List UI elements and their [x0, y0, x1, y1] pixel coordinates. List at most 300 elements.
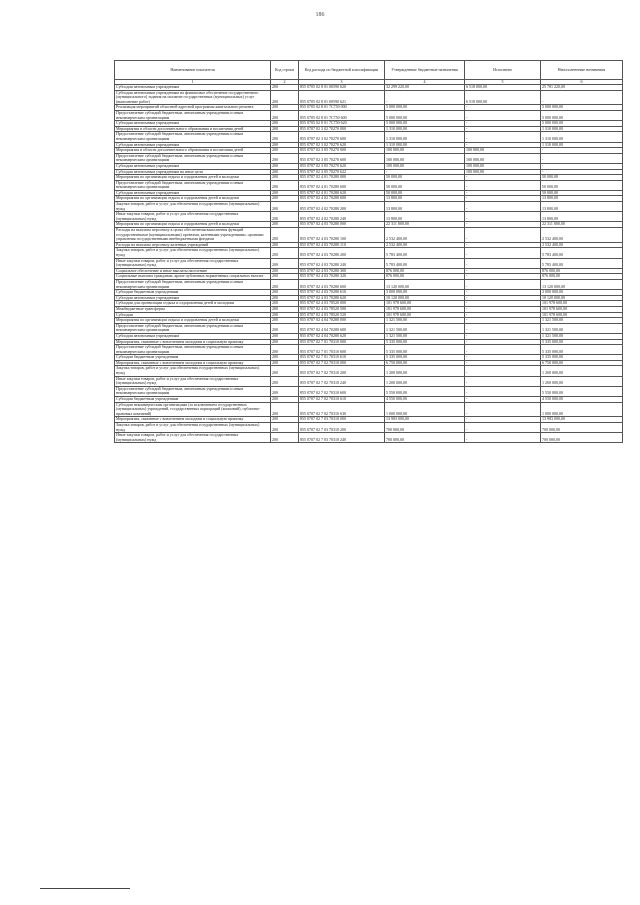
row-approved: 1 321 500,00	[385, 323, 465, 333]
row-approved: 5 550 000,00	[385, 386, 465, 396]
row-remaining: 101 978 600,00	[541, 306, 623, 312]
row-remaining: 6 750 000,00	[541, 360, 623, 366]
row-name: Субсидии бюджетным учреждениям	[115, 355, 271, 361]
row-name: Закупка товаров, работ и услуг для обеспечения государственных (муниципальных) нужд	[115, 202, 271, 212]
row-executed: -	[465, 212, 541, 222]
row-approved: 1 200 000,00	[385, 366, 465, 376]
row-remaining: 50 000,00	[541, 175, 623, 181]
row-budget-code: 855 0707 02 7 03 70310 200	[299, 423, 385, 433]
row-name: Субсидии бюджетным учреждениям	[115, 290, 271, 296]
row-remaining: 13 120 000,00	[541, 279, 623, 289]
row-line-code: 200	[271, 360, 299, 366]
row-executed: -	[465, 248, 541, 258]
row-budget-code: 855 0707 02 7 01 70310 610	[299, 355, 385, 361]
row-line-code: 200	[271, 417, 299, 423]
row-line-code: 200	[271, 306, 299, 312]
row-executed: -	[465, 258, 541, 268]
row-executed: 6 518 000,00	[465, 85, 541, 91]
row-remaining: 1 321 500,00	[541, 333, 623, 339]
row-remaining: -	[541, 163, 623, 169]
table-row	[115, 386, 623, 396]
row-budget-code: 855 0707 02 4 01 70280 000	[299, 175, 385, 181]
row-approved: 13 120 000,00	[385, 279, 465, 289]
row-budget-code: 855 0707 02 4 03 70280 240	[299, 258, 385, 268]
row-name: Предоставление субсидий бюджетным, автономным учреждениям и иным некоммерческим организациям	[115, 279, 271, 289]
row-executed: -	[465, 228, 541, 243]
row-line-code: 200	[271, 345, 299, 355]
row-remaining: 13 800,00	[541, 196, 623, 202]
row-approved: 1 310 000,00	[385, 132, 465, 142]
row-line-code: 200	[271, 258, 299, 268]
column-number: 2	[271, 80, 299, 85]
row-budget-code: 855 0705 02 8 01 7С750 600	[299, 110, 385, 120]
row-remaining: 5 335 000,00	[541, 355, 623, 361]
row-approved: 5 335 000,00	[385, 339, 465, 345]
row-remaining: 50 000,00	[541, 180, 623, 190]
page-number: 186	[315, 12, 325, 18]
row-remaining: 876 000,00	[541, 274, 623, 280]
row-line-code: 200	[271, 153, 299, 163]
row-line-code: 200	[271, 323, 299, 333]
row-executed: -	[465, 121, 541, 127]
row-line-code: 200	[271, 355, 299, 361]
row-executed: -	[465, 306, 541, 312]
row-budget-code: 855 0707 02 4 02 70280 240	[299, 212, 385, 222]
table-row	[115, 110, 623, 120]
row-name: Субсидии автономным учреждениям на иные цели	[115, 169, 271, 175]
row-remaining: 5 783 400,00	[541, 248, 623, 258]
row-executed: -	[465, 318, 541, 324]
row-remaining: 3 000 000,00	[541, 290, 623, 296]
row-approved: 100 000,00	[385, 148, 465, 154]
table-row	[115, 202, 623, 212]
row-executed: -	[465, 366, 541, 376]
row-line-code: 200	[271, 110, 299, 120]
table-row	[115, 180, 623, 190]
row-executed: -	[465, 386, 541, 396]
row-remaining: 1 310 000,00	[541, 126, 623, 132]
row-line-code: 200	[271, 423, 299, 433]
row-budget-code: 855 0707 02 3 02 70270 600	[299, 132, 385, 142]
column-header: Утвержденные бюджетные назначения	[385, 61, 465, 80]
row-name: Мероприятия в области дополнительного образования и воспитания детей	[115, 148, 271, 154]
row-executed: -	[465, 105, 541, 111]
row-remaining: 5 783 400,00	[541, 258, 623, 268]
row-name: Межбюджетные трансферты	[115, 306, 271, 312]
row-executed: -	[465, 242, 541, 248]
row-executed: -	[465, 180, 541, 190]
table-row	[115, 90, 623, 105]
row-executed: -	[465, 222, 541, 228]
row-budget-code: 855 0707 02 4 03 70280 320	[299, 274, 385, 280]
row-budget-code: 855 0707 02 3 02 70270 620	[299, 142, 385, 148]
row-approved: 2 532 400,00	[385, 228, 465, 243]
row-name: Мероприятия по организации отдыха и оздоровления детей и молодежи	[115, 222, 271, 228]
row-remaining: 13 800,00	[541, 202, 623, 212]
row-line-code: 200	[271, 228, 299, 243]
row-budget-code: 855 0707 02 3 05 70270 000	[299, 148, 385, 154]
row-executed: 100 000,00	[465, 148, 541, 154]
column-header: Код расхода по бюджетной классификации	[299, 61, 385, 80]
row-approved: 5 335 000,00	[385, 355, 465, 361]
row-approved: 6 750 000,00	[385, 360, 465, 366]
row-line-code: 200	[271, 202, 299, 212]
row-budget-code: 855 0707 02 7 02 70310 240	[299, 376, 385, 386]
row-line-code: 200	[271, 295, 299, 301]
row-name: Субсидии автономным учреждениям	[115, 190, 271, 196]
row-line-code: 200	[271, 397, 299, 403]
row-budget-code: 855 0707 02 4 02 70280 200	[299, 202, 385, 212]
row-budget-code: 855 0707 02 4 03 70280 200	[299, 248, 385, 258]
row-budget-code: 855 0707 02 4 01 70280 600	[299, 180, 385, 190]
row-approved: 100 000,00	[385, 163, 465, 169]
row-approved: 1 310 000,00	[385, 126, 465, 132]
row-approved: 5 000 000,00	[385, 105, 465, 111]
row-name: Мероприятия, связанные с вовлечением молодежи в социальную практику	[115, 417, 271, 423]
row-line-code: 200	[271, 376, 299, 386]
row-remaining: 101 978 600,00	[541, 301, 623, 307]
row-line-code: 200	[271, 402, 299, 417]
footnote-divider	[40, 888, 130, 889]
table-row	[115, 153, 623, 163]
row-executed: -	[465, 360, 541, 366]
row-approved: 1 321 500,00	[385, 318, 465, 324]
row-name: Предоставление субсидий бюджетным, автономным учреждениям и иным некоммерческим организациям	[115, 323, 271, 333]
row-remaining: 876 000,00	[541, 268, 623, 274]
row-name: Субсидии	[115, 312, 271, 318]
row-remaining: 1 321 500,00	[541, 318, 623, 324]
row-executed: -	[465, 110, 541, 120]
row-remaining: 50 000,00	[541, 190, 623, 196]
row-approved: 3 000 000,00	[385, 290, 465, 296]
row-executed: -	[465, 333, 541, 339]
row-executed: 100 000,00	[465, 169, 541, 175]
table-row	[115, 228, 623, 243]
row-remaining: 2 532 400,00	[541, 228, 623, 243]
row-name: Субсидии автономным учреждениям	[115, 121, 271, 127]
row-line-code: 200	[271, 366, 299, 376]
row-approved: 700 000,00	[385, 433, 465, 443]
row-name: Субсидии автономным учреждениям	[115, 142, 271, 148]
column-number: 5	[465, 80, 541, 85]
row-approved: 101 978 600,00	[385, 306, 465, 312]
row-executed: -	[465, 132, 541, 142]
row-line-code: 200	[271, 312, 299, 318]
row-line-code: 200	[271, 190, 299, 196]
row-line-code: 200	[271, 180, 299, 190]
row-budget-code: 855 0705 02 8 01 00590 621	[299, 90, 385, 105]
row-remaining: 1 200 000,00	[541, 376, 623, 386]
row-executed: -	[465, 190, 541, 196]
row-approved: 5 783 400,00	[385, 248, 465, 258]
row-approved: 100 000,00	[385, 153, 465, 163]
row-remaining: -	[541, 153, 623, 163]
row-name: Закупка товаров, работ и услуг для обеспечения государственных (муниципальных) нужд	[115, 423, 271, 433]
row-remaining: 25 781 220,00	[541, 85, 623, 91]
row-name: Субсидии автономным учреждениям на финансовое обеспечение государственного (муниципального) задания на оказание государственных (муниципальных) услуг (выполнение работ)	[115, 90, 271, 105]
row-executed: -	[465, 142, 541, 148]
row-remaining: 700 000,00	[541, 423, 623, 433]
row-name: Иные закупки товаров, работ и услуг для обеспечения государственных (муниципальных) нужд	[115, 258, 271, 268]
row-executed: -	[465, 339, 541, 345]
row-approved: 5 000 000,00	[385, 110, 465, 120]
row-approved: 876 000,00	[385, 268, 465, 274]
row-executed: -	[465, 312, 541, 318]
row-name: Субсидии для организации отдыха и оздоровления детей и молодежи	[115, 301, 271, 307]
table-row	[115, 132, 623, 142]
table-row	[115, 402, 623, 417]
table-body	[115, 85, 623, 443]
row-budget-code: 855 0707 02 4 01 70280 620	[299, 190, 385, 196]
row-approved: 101 978 600,00	[385, 301, 465, 307]
row-line-code: 200	[271, 222, 299, 228]
column-header: Исполнено	[465, 61, 541, 80]
row-budget-code: 855 0707 02 7 01 70310 000	[299, 339, 385, 345]
row-name: Социальное обеспечение и иные выплаты населению	[115, 268, 271, 274]
row-name: Предоставление субсидий бюджетным, автономным учреждениям и иным некоммерческим организациям	[115, 110, 271, 120]
row-line-code: 200	[271, 175, 299, 181]
row-budget-code: 855 0707 02 4 03 78520 000	[299, 301, 385, 307]
row-budget-code: 855 0707 02 7 02 70310 600	[299, 386, 385, 396]
row-line-code: 200	[271, 279, 299, 289]
row-remaining: 5 000 000,00	[541, 110, 623, 120]
row-executed: -	[465, 295, 541, 301]
row-remaining: 13 800,00	[541, 212, 623, 222]
table-row	[115, 323, 623, 333]
row-name: Предоставление субсидий бюджетным, автономным учреждениям и иным некоммерческим организациям	[115, 153, 271, 163]
row-executed: -	[465, 423, 541, 433]
row-approved: 5 783 400,00	[385, 258, 465, 268]
table-row	[115, 248, 623, 258]
row-line-code: 200	[271, 90, 299, 105]
row-line-code: 200	[271, 290, 299, 296]
row-budget-code: 855 0707 02 4 03 78520 520	[299, 312, 385, 318]
row-executed: 100 000,00	[465, 153, 541, 163]
row-approved: 32 299 220,00	[385, 85, 465, 91]
row-executed: -	[465, 376, 541, 386]
row-name: Иные закупки товаров, работ и услуг для обеспечения государственных (муниципальных) нужд	[115, 212, 271, 222]
row-executed: -	[465, 279, 541, 289]
column-number: 4	[385, 80, 465, 85]
row-line-code: 200	[271, 196, 299, 202]
row-budget-code: 855 0707 02 4 03 70280 000	[299, 222, 385, 228]
table-row	[115, 366, 623, 376]
row-remaining: 1 310 000,00	[541, 132, 623, 142]
row-line-code: 200	[271, 85, 299, 91]
row-line-code: 200	[271, 132, 299, 142]
row-approved: 4 550 000,00	[385, 397, 465, 403]
row-remaining: 1 321 500,00	[541, 323, 623, 333]
row-approved: 13 800,00	[385, 196, 465, 202]
row-budget-code: 855 0707 02 7 02 70310 000	[299, 360, 385, 366]
row-name: Иные закупки товаров, работ и услуг для обеспечения государственных (муниципальных) нужд	[115, 433, 271, 443]
row-remaining: 13 983 000,00	[541, 417, 623, 423]
row-name: Мероприятия, связанные с вовлечением молодежи в социальную практику	[115, 360, 271, 366]
table-row	[115, 433, 623, 443]
row-budget-code: 855 0707 02 7 03 70310 240	[299, 433, 385, 443]
row-remaining: -	[541, 169, 623, 175]
budget-execution-table	[114, 60, 623, 443]
row-name: Субсидии автономным учреждениям	[115, 333, 271, 339]
table-row	[115, 345, 623, 355]
row-budget-code: 855 0705 02 8 01 7С750 620	[299, 121, 385, 127]
row-remaining: 2 532 400,00	[541, 242, 623, 248]
row-line-code: 200	[271, 433, 299, 443]
row-remaining: 5 000 000,00	[541, 121, 623, 127]
row-budget-code: 855 0707 02 7 01 70310 600	[299, 345, 385, 355]
row-budget-code: 855 0707 02 7 03 70310 000	[299, 417, 385, 423]
row-budget-code: 855 0707 02 3 05 70270 600	[299, 153, 385, 163]
row-name: Мероприятия, связанные с вовлечением молодежи в социальную практику	[115, 339, 271, 345]
row-approved: 10 120 000,00	[385, 295, 465, 301]
row-approved: -	[385, 90, 465, 105]
row-approved: 5 335 000,00	[385, 345, 465, 355]
row-remaining: 4 550 000,00	[541, 397, 623, 403]
row-remaining: 1 000 000,00	[541, 402, 623, 417]
row-name: Предоставление субсидий бюджетным, автономным учреждениям и иным некоммерческим организациям	[115, 132, 271, 142]
row-remaining: 5 000 000,00	[541, 105, 623, 111]
row-executed: -	[465, 202, 541, 212]
row-line-code: 200	[271, 274, 299, 280]
row-budget-code: 855 0707 02 7 02 70310 200	[299, 366, 385, 376]
row-line-code: 200	[271, 318, 299, 324]
row-remaining: 5 335 000,00	[541, 339, 623, 345]
row-line-code: 200	[271, 169, 299, 175]
table-row	[115, 212, 623, 222]
row-name: Мероприятия по организации отдыха и оздоровления детей и молодежи	[115, 175, 271, 181]
row-executed: -	[465, 323, 541, 333]
row-name: Закупка товаров, работ и услуг для обеспечения государственных (муниципальных) нужд	[115, 366, 271, 376]
table-row	[115, 423, 623, 433]
column-header: Неисполненные назначения	[541, 61, 623, 80]
row-line-code: 200	[271, 105, 299, 111]
row-name: Субсидии автономным учреждениям	[115, 85, 271, 91]
row-name: Расходы на выплаты персоналу казенных учреждений	[115, 242, 271, 248]
row-remaining: 5 550 000,00	[541, 386, 623, 396]
row-name: Мероприятия по организации отдыха и оздоровления детей и молодежи	[115, 196, 271, 202]
row-executed: -	[465, 290, 541, 296]
table-row	[115, 279, 623, 289]
row-executed: -	[465, 355, 541, 361]
row-budget-code: 855 0707 02 4 02 70280 000	[299, 196, 385, 202]
row-approved: 1 321 500,00	[385, 333, 465, 339]
row-budget-code: 855 0707 02 3 05 70270 622	[299, 169, 385, 175]
row-executed: -	[465, 402, 541, 417]
row-budget-code: 855 0707 02 4 03 70280 100	[299, 228, 385, 243]
row-name: Расходы на выплаты персоналу в целях обеспечения выполнения функций государственными (муниципальными) органами, казенными учреждениями, органами управления государственными внебюджетными фондами	[115, 228, 271, 243]
column-number: 6	[541, 80, 623, 85]
row-budget-code: 855 0707 02 4 03 70280 600	[299, 279, 385, 289]
row-line-code: 200	[271, 242, 299, 248]
row-budget-code: 855 0707 02 4 03 70280 610	[299, 290, 385, 296]
row-budget-code: 855 0707 02 4 03 70280 620	[299, 295, 385, 301]
row-executed: -	[465, 268, 541, 274]
row-executed: -	[465, 397, 541, 403]
row-executed: -	[465, 433, 541, 443]
row-approved: 13 983 000,00	[385, 417, 465, 423]
row-remaining: -	[541, 148, 623, 154]
row-remaining: 1 310 000,00	[541, 142, 623, 148]
row-line-code: 200	[271, 268, 299, 274]
row-name: Иные закупки товаров, работ и услуг для обеспечения государственных (муниципальных) нужд	[115, 376, 271, 386]
row-executed: -	[465, 274, 541, 280]
row-budget-code: 855 0707 02 4 03 70280 110	[299, 242, 385, 248]
column-header: Код строки	[271, 61, 299, 80]
row-remaining: 5 335 000,00	[541, 345, 623, 355]
table-row	[115, 258, 623, 268]
row-budget-code: 855 0707 02 4 04 70280 000	[299, 318, 385, 324]
row-approved: 50 000,00	[385, 190, 465, 196]
row-remaining: -	[541, 90, 623, 105]
row-approved: -	[385, 169, 465, 175]
row-line-code: 200	[271, 142, 299, 148]
row-executed: -	[465, 301, 541, 307]
row-executed: 6 518 000,00	[465, 90, 541, 105]
row-name: Субсидии автономным учреждениям	[115, 295, 271, 301]
table-row	[115, 376, 623, 386]
row-name: Предоставление субсидий бюджетным, автономным учреждениям и иным некоммерческим организациям	[115, 345, 271, 355]
row-approved: 1 200 000,00	[385, 376, 465, 386]
row-budget-code: 855 0705 02 8 01 7С750 000	[299, 105, 385, 111]
row-name: Субсидии бюджетным учреждениям	[115, 397, 271, 403]
row-executed: 100 000,00	[465, 163, 541, 169]
row-name: Закупка товаров, работ и услуг для обеспечения государственных (муниципальных) нужд	[115, 248, 271, 258]
row-approved: 13 800,00	[385, 212, 465, 222]
row-line-code: 200	[271, 121, 299, 127]
row-remaining: 10 120 000,00	[541, 295, 623, 301]
row-remaining: 1 200 000,00	[541, 366, 623, 376]
row-budget-code: 855 0707 02 4 04 70280 620	[299, 333, 385, 339]
column-number: 3	[299, 80, 385, 85]
row-line-code: 200	[271, 212, 299, 222]
row-executed: -	[465, 196, 541, 202]
column-header: Наименование показателя	[115, 61, 271, 80]
table-header-row	[115, 61, 623, 80]
row-line-code: 200	[271, 386, 299, 396]
row-approved: 22 311 800,00	[385, 222, 465, 228]
row-budget-code: 855 0707 02 3 05 70270 620	[299, 163, 385, 169]
row-approved: 1 000 000,00	[385, 402, 465, 417]
row-budget-code: 855 0707 02 4 04 70280 600	[299, 323, 385, 333]
row-line-code: 200	[271, 333, 299, 339]
row-name: Субсидии автономным учреждениям	[115, 163, 271, 169]
row-budget-code: 855 0707 02 4 03 70280 300	[299, 268, 385, 274]
row-executed: -	[465, 417, 541, 423]
row-executed: -	[465, 345, 541, 355]
row-budget-code: 855 0707 02 4 03 78520 500	[299, 306, 385, 312]
row-budget-code: 855 0705 02 8 01 00590 620	[299, 85, 385, 91]
row-line-code: 200	[271, 148, 299, 154]
row-approved: 13 800,00	[385, 202, 465, 212]
row-approved: 2 532 400,00	[385, 242, 465, 248]
row-line-code: 200	[271, 301, 299, 307]
row-name: Предоставление субсидий бюджетным, автономным учреждениям и иным некоммерческим организациям	[115, 180, 271, 190]
row-name: Мероприятия по организации отдыха и оздоровления детей и молодежи	[115, 318, 271, 324]
row-line-code: 200	[271, 126, 299, 132]
row-approved: 50 000,00	[385, 175, 465, 181]
row-name: Мероприятия в области дополнительного образования и воспитания детей	[115, 126, 271, 132]
row-approved: 5 000 000,00	[385, 121, 465, 127]
row-approved: 1 310 000,00	[385, 142, 465, 148]
row-line-code: 200	[271, 248, 299, 258]
row-approved: 876 000,00	[385, 274, 465, 280]
row-approved: 50 000,00	[385, 180, 465, 190]
row-budget-code: 855 0707 02 7 02 70310 610	[299, 397, 385, 403]
row-name: Предоставление субсидий бюджетным, автономным учреждениям и иным некоммерческим организациям	[115, 386, 271, 396]
row-budget-code: 855 0707 02 3 02 70270 000	[299, 126, 385, 132]
row-approved: 101 978 600,00	[385, 312, 465, 318]
row-name: Реализация мероприятий областной адресной программы капитального ремонта	[115, 105, 271, 111]
